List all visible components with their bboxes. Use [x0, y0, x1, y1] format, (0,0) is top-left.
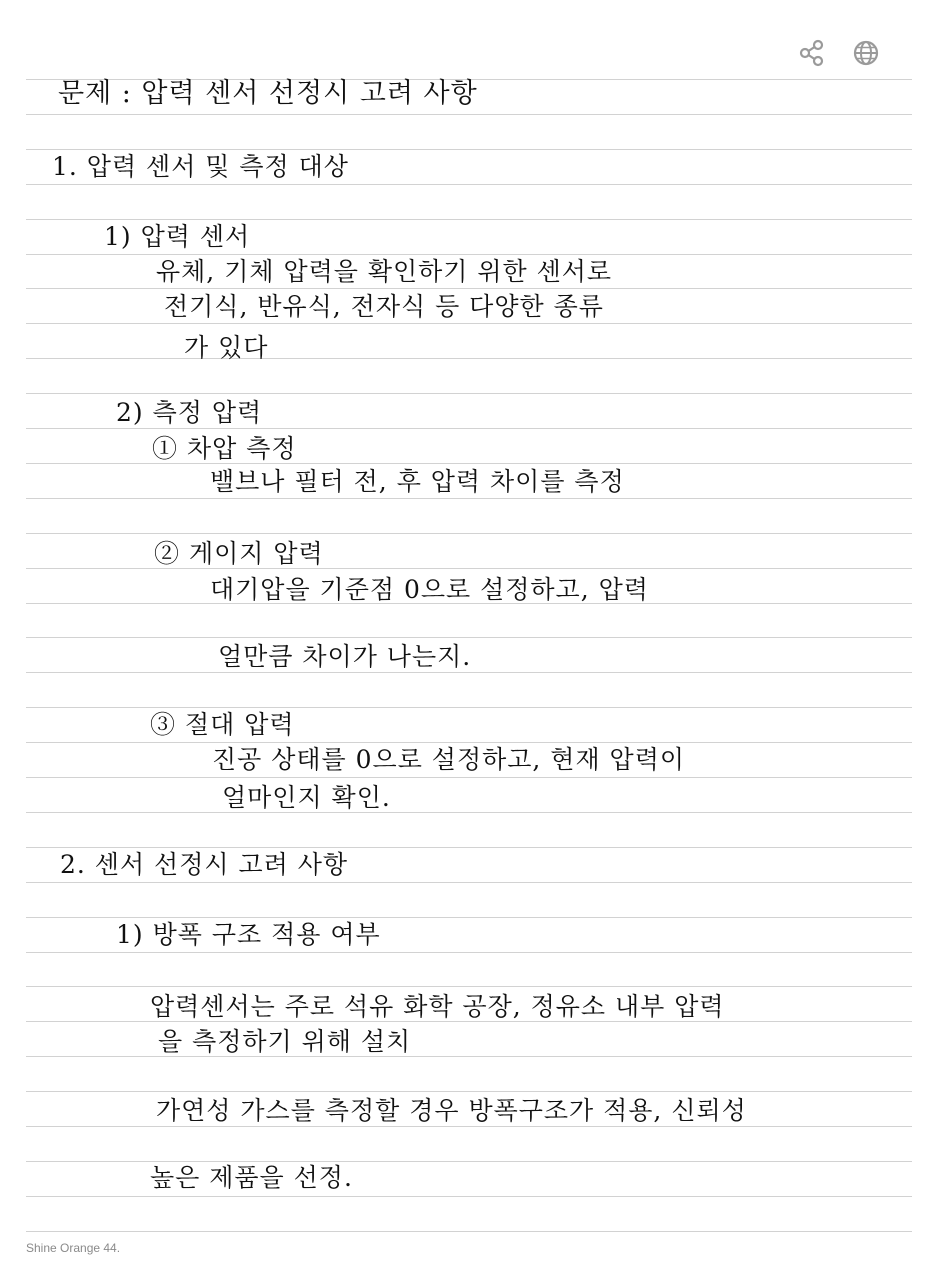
- subsection-heading: 2) 측정 압력: [116, 398, 263, 427]
- ruled-line: [26, 882, 912, 883]
- ruled-line: [26, 986, 912, 987]
- ruled-line: [26, 393, 912, 394]
- note-text-line: 얼마인지 확인.: [222, 783, 391, 812]
- section-heading: 2. 센서 선정시 고려 사항: [60, 850, 348, 879]
- ruled-line: [26, 637, 912, 638]
- note-text-line: 압력센서는 주로 석유 화학 공장, 정유소 내부 압력: [150, 992, 725, 1021]
- ruled-line: [26, 358, 912, 359]
- ruled-line: [26, 184, 912, 185]
- ruled-line: [26, 672, 912, 673]
- globe-icon[interactable]: [851, 38, 881, 68]
- ruled-line: [26, 114, 912, 115]
- ruled-line: [26, 219, 912, 220]
- list-item-heading: ① 차압 측정: [152, 434, 297, 463]
- ruled-line: [26, 812, 912, 813]
- ruled-line: [26, 917, 912, 918]
- footer-watermark: Shine Orange 44.: [26, 1241, 121, 1255]
- subsection-heading: 1) 방폭 구조 적용 여부: [116, 920, 381, 949]
- note-text-line: 밸브나 필터 전, 후 압력 차이를 측정: [210, 467, 625, 496]
- note-text-line: 가 있다: [184, 333, 269, 362]
- note-text-line: 높은 제품을 선정.: [150, 1163, 353, 1192]
- ruled-line: [26, 288, 912, 289]
- ruled-line: [26, 707, 912, 708]
- ruled-line: [26, 498, 912, 499]
- ruled-line: [26, 847, 912, 848]
- ruled-line: [26, 1126, 912, 1127]
- ruled-line: [26, 1196, 912, 1197]
- share-icon[interactable]: [797, 38, 827, 68]
- note-text-line: 얼만큼 차이가 나는지.: [218, 642, 472, 671]
- note-text-line: 전기식, 반유식, 전자식 등 다양한 종류: [164, 292, 604, 321]
- ruled-line: [26, 777, 912, 778]
- list-item-heading: ② 게이지 압력: [154, 539, 324, 568]
- ruled-line: [26, 1091, 912, 1092]
- note-title: 문제 : 압력 센서 선정시 고려 사항: [58, 78, 478, 109]
- ruled-line: [26, 323, 912, 324]
- ruled-line: [26, 533, 912, 534]
- subsection-heading: 1) 압력 센서: [104, 222, 251, 251]
- list-item-heading: ③ 절대 압력: [150, 710, 295, 739]
- note-text-line: 을 측정하기 위해 설치: [158, 1027, 412, 1056]
- ruled-line: [26, 1231, 912, 1232]
- note-text-line: 가연성 가스를 측정할 경우 방폭구조가 적용, 신뢰성: [156, 1096, 747, 1125]
- ruled-line: [26, 742, 912, 743]
- section-heading: 1. 압력 센서 및 측정 대상: [52, 152, 349, 181]
- note-text-line: 유체, 기체 압력을 확인하기 위한 센서로: [156, 257, 613, 286]
- note-text-line: 진공 상태를 0으로 설정하고, 현재 압력이: [212, 745, 685, 774]
- ruled-line: [26, 1161, 912, 1162]
- ruled-line: [26, 952, 912, 953]
- ruled-line: [26, 254, 912, 255]
- ruled-line: [26, 428, 912, 429]
- ruled-line: [26, 149, 912, 150]
- note-text-line: 대기압을 기준점 0으로 설정하고, 압력: [210, 575, 649, 604]
